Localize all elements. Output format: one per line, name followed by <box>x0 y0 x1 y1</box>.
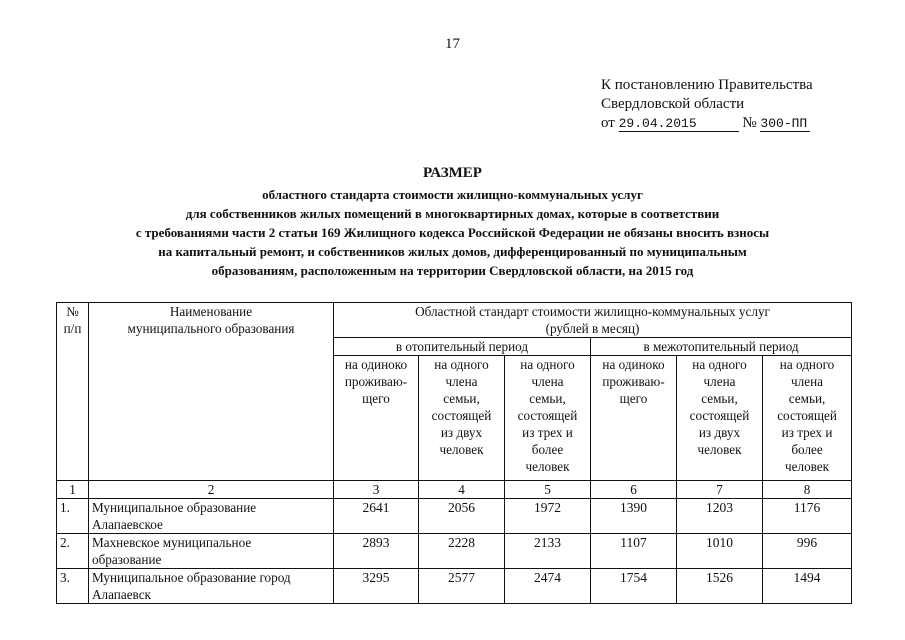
column-number: 8 <box>763 481 852 499</box>
row-value: 1390 <box>591 499 677 534</box>
row-value: 2641 <box>334 499 419 534</box>
header-heating-single: на одиноко проживаю- щего <box>334 356 419 481</box>
table-row <box>57 534 852 569</box>
table-row <box>57 499 852 534</box>
decree-line-2: Свердловской области <box>601 96 745 112</box>
row-value: 1526 <box>677 569 763 604</box>
decree-reference <box>601 76 861 133</box>
title-line: образованиям, расположенным на территории Свердловской области, на 2015 год <box>211 263 694 278</box>
row-number: 2. <box>57 534 89 569</box>
row-name: Махневское муниципальное образование <box>89 534 334 569</box>
decree-number: 300-ПП <box>760 117 810 132</box>
row-value: 2228 <box>419 534 505 569</box>
column-number: 7 <box>677 481 763 499</box>
row-value: 2577 <box>419 569 505 604</box>
column-number: 6 <box>591 481 677 499</box>
column-number: 2 <box>89 481 334 499</box>
row-value: 2474 <box>505 569 591 604</box>
decree-date: 29.04.2015 <box>619 117 739 132</box>
row-name: Муниципальное образование город Алапаевск <box>89 569 334 604</box>
row-value: 1972 <box>505 499 591 534</box>
row-value: 1754 <box>591 569 677 604</box>
title-line: на капитальный ремонт, и собственников жилых домов, дифференцированный по муниципальным <box>158 244 747 259</box>
title-heading: РАЗМЕР <box>423 165 482 181</box>
title-line: с требованиями части 2 статьи 169 Жилищного кодекса Российской Федерации не обязаны вносить взносы <box>135 225 770 240</box>
decree-line-1: К постановлению Правительства <box>601 77 813 93</box>
column-number: 4 <box>419 481 505 499</box>
row-value: 1203 <box>677 499 763 534</box>
row-value: 1107 <box>591 534 677 569</box>
header-non-heating-two: на одного члена семьи, состоящей из двух человек <box>677 356 763 481</box>
header-heating-three-plus: на одного члена семьи, состоящей из трех и более человек <box>505 356 591 481</box>
column-number: 1 <box>57 481 89 499</box>
decree-line-3 <box>601 114 861 133</box>
row-value: 996 <box>763 534 852 569</box>
decree-number-label: № <box>742 115 757 131</box>
page-number: 17 <box>445 36 460 52</box>
row-value: 2893 <box>334 534 419 569</box>
column-number-row <box>57 481 852 499</box>
document-title <box>40 165 865 280</box>
header-heating-two: на одного члена семьи, состоящей из двух человек <box>419 356 505 481</box>
header-col-name: Наименование муниципального образования <box>89 303 334 481</box>
row-value: 3295 <box>334 569 419 604</box>
decree-from-label: от <box>601 115 615 131</box>
row-value: 1010 <box>677 534 763 569</box>
row-value: 2056 <box>419 499 505 534</box>
row-name: Муниципальное образование Алапаевское <box>89 499 334 534</box>
row-value: 1176 <box>763 499 852 534</box>
column-number: 3 <box>334 481 419 499</box>
title-line: для собственников жилых помещений в многоквартирных домах, которые в соответствии <box>185 206 720 221</box>
row-number: 3. <box>57 569 89 604</box>
header-col-num: № п/п <box>57 303 89 481</box>
header-heating-period: в отопительный период <box>334 338 591 356</box>
row-value: 1494 <box>763 569 852 604</box>
table-row <box>57 569 852 604</box>
row-number: 1. <box>57 499 89 534</box>
header-standard: Областной стандарт стоимости жилищно-коммунальных услуг (рублей в месяц) <box>334 303 852 338</box>
header-non-heating-single: на одиноко проживаю- щего <box>591 356 677 481</box>
header-non-heating-period: в межотопительный период <box>591 338 852 356</box>
row-value: 2133 <box>505 534 591 569</box>
column-number: 5 <box>505 481 591 499</box>
title-line: областного стандарта стоимости жилищно-коммунальных услуг <box>262 187 643 202</box>
header-non-heating-three-plus: на одного члена семьи, состоящей из трех и более человек <box>763 356 852 481</box>
standards-table <box>56 302 852 604</box>
